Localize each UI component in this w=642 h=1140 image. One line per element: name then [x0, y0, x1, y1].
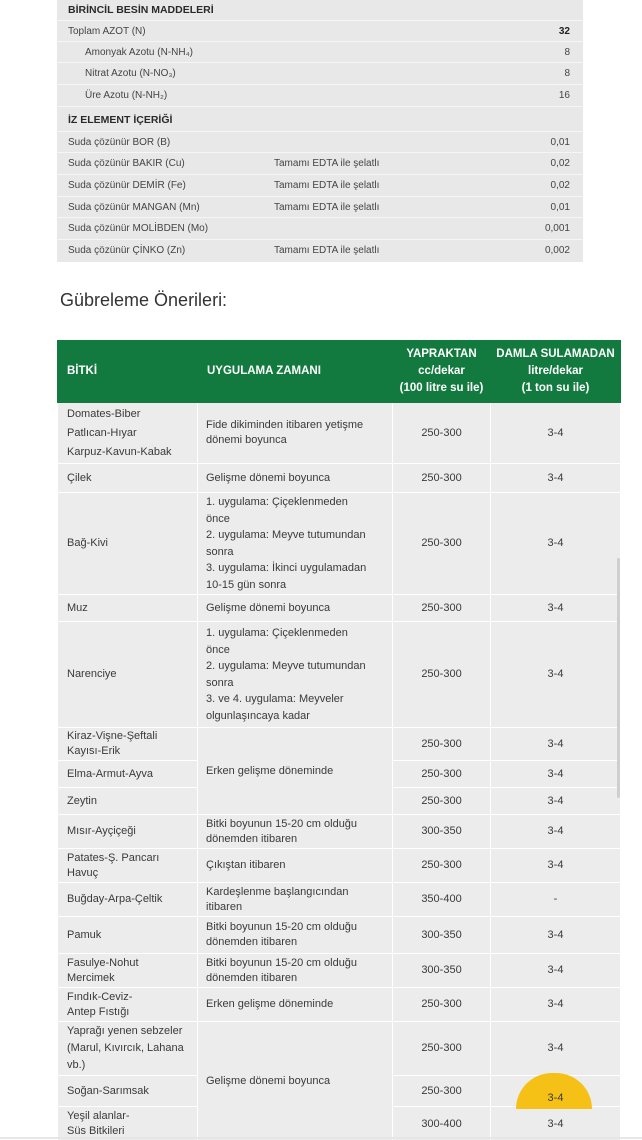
header-drip-unit: litre/dekar: [528, 365, 583, 377]
trace-label: Suda çözünür MOLİBDEN (Mo): [68, 223, 209, 234]
drip-dose: 3-4: [491, 954, 621, 988]
nutrient-label: Nitrat Azotu (N-NO₃): [85, 68, 176, 79]
crop-row: [58, 493, 621, 595]
foliar-dose: 250-300: [393, 1076, 491, 1107]
trace-elements-heading: İZ ELEMENT İÇERİĞİ: [68, 114, 173, 126]
drip-dose: 3-4: [491, 622, 621, 728]
header-drip-note: (1 ton su ile): [521, 382, 590, 394]
crop-row: [58, 954, 621, 988]
foliar-dose: 250-300: [393, 728, 491, 761]
application-timing: Erken gelişme döneminde: [198, 988, 393, 1022]
application-timing: Kardeşlenme başlangıcından itibaren: [198, 883, 393, 917]
crop-name: Narenciye: [58, 622, 198, 728]
trace-row: [57, 197, 583, 218]
trace-row: [57, 175, 583, 197]
trace-value: 0,002: [544, 245, 570, 256]
crop-name: Patates-Ş. Pancarı Havuç: [58, 849, 198, 883]
nutrient-row: [57, 63, 583, 85]
drip-dose: 3-4: [491, 595, 621, 622]
application-timing: Bitki boyunun 15-20 cm olduğu dönemden itibaren: [198, 954, 393, 988]
foliar-dose: 250-300: [393, 1022, 491, 1076]
trace-note: Tamamı EDTA ile şelatlı: [274, 245, 380, 256]
foliar-dose: 250-300: [393, 464, 491, 493]
trace-value: 0,02: [550, 180, 570, 191]
crop-row: [58, 883, 621, 917]
trace-label: Suda çözünür DEMİR (Fe): [68, 180, 186, 191]
application-timing: Gelişme dönemi boyunca: [198, 595, 393, 622]
application-timing: Gelişme dönemi boyunca: [198, 464, 393, 493]
trace-value: 0,01: [550, 202, 570, 213]
trace-value: 0,02: [550, 158, 570, 169]
drip-dose-value: 3-4: [547, 1092, 564, 1104]
trace-label: Suda çözünür BOR (B): [68, 137, 171, 148]
application-timing: Bitki boyunun 15-20 cm olduğu dönemden itibaren: [198, 917, 393, 954]
crop-row: [58, 1022, 621, 1076]
crop-row: [58, 728, 621, 761]
trace-row: [57, 218, 583, 240]
crop-row: [58, 849, 621, 883]
drip-dose: 3-4: [491, 464, 621, 493]
drip-dose: 3-4: [491, 988, 621, 1022]
header-drip: [491, 341, 621, 403]
nutrient-label: Üre Azotu (N-NH₂): [85, 90, 168, 101]
crop-name: Buğday-Arpa-Çeltik: [58, 883, 198, 917]
trace-note: Tamamı EDTA ile şelatlı: [274, 202, 380, 213]
application-timing: Fide dikiminden itibaren yetişme dönemi boyunca: [198, 403, 393, 464]
foliar-dose: 250-300: [393, 761, 491, 788]
trace-row: [57, 153, 583, 175]
header-drip-title: DAMLA SULAMADAN: [496, 348, 615, 360]
primary-nutrients-heading: BİRİNCİL BESİN MADDELERİ: [68, 4, 214, 16]
trace-label: Suda çözünür ÇİNKO (Zn): [68, 245, 186, 256]
crop-row: [58, 622, 621, 728]
header-foliar: [393, 341, 491, 403]
application-timing: Çıkıştan itibaren: [198, 849, 393, 883]
crop-name: Zeytin: [58, 788, 198, 815]
crop-row: [58, 815, 621, 849]
crop-name: Bağ-Kivi: [58, 493, 198, 595]
foliar-dose: 250-300: [393, 849, 491, 883]
crop-name: Domates-Biber Patlıcan-Hıyar Karpuz-Kavun-Kabak: [58, 403, 198, 464]
drip-dose: 3-4: [491, 1022, 621, 1076]
trace-value: 0,01: [550, 137, 570, 148]
crop-name: Pamuk: [58, 917, 198, 954]
foliar-dose: 250-300: [393, 788, 491, 815]
section-title: Gübreleme Önerileri:: [60, 290, 228, 310]
crop-name: Soğan-Sarımsak: [58, 1076, 198, 1107]
foliar-dose: 250-300: [393, 403, 491, 464]
drip-dose: 3-4: [491, 493, 621, 595]
foliar-dose: 250-300: [393, 622, 491, 728]
nutrient-label: Amonyak Azotu (N-NH₄): [85, 47, 193, 58]
nutrient-value: 8: [564, 68, 570, 79]
nutrient-value: 16: [558, 90, 570, 101]
nutrient-value: 8: [564, 47, 570, 58]
drip-dose: 3-4: [491, 849, 621, 883]
crop-name: Muz: [58, 595, 198, 622]
crop-name: Yaprağı yenen sebzeler (Marul, Kıvırcık, Lahana vb.): [58, 1022, 198, 1076]
table-header-row: [58, 341, 621, 403]
drip-dose: 3-4: [491, 917, 621, 954]
trace-row: [57, 132, 583, 153]
header-foliar-unit: cc/dekar: [418, 365, 465, 377]
drip-dose: -: [491, 883, 621, 917]
drip-dose: 3-4: [491, 815, 621, 849]
crop-row: [58, 988, 621, 1022]
nutrient-content-table: [57, 0, 583, 262]
crop-name: Fındık-Ceviz- Antep Fıstığı: [58, 988, 198, 1022]
foliar-dose: 300-350: [393, 954, 491, 988]
foliar-dose: 300-400: [393, 1107, 491, 1140]
trace-value: 0,001: [544, 223, 570, 234]
crop-name: Elma-Armut-Ayva: [58, 761, 198, 788]
application-timing: Erken gelişme döneminde: [198, 728, 393, 815]
crop-row: [58, 917, 621, 954]
trace-label: Suda çözünür MANGAN (Mn): [68, 202, 200, 213]
nutrient-row: [57, 85, 583, 107]
nutrient-value: 32: [558, 26, 570, 37]
trace-note: Tamamı EDTA ile şelatlı: [274, 158, 380, 169]
header-timing: UYGULAMA ZAMANI: [198, 341, 393, 403]
bottom-divider: [0, 1137, 642, 1139]
trace-label: Suda çözünür BAKIR (Cu): [68, 158, 185, 169]
application-timing: Gelişme dönemi boyunca: [198, 1022, 393, 1140]
crop-name: Yeşil alanlar- Süs Bitkileri: [58, 1107, 198, 1140]
scrollbar-thumb[interactable]: [617, 558, 620, 798]
foliar-dose: 250-300: [393, 595, 491, 622]
nutrient-label: Toplam AZOT (N): [68, 26, 146, 37]
foliar-dose: 350-400: [393, 883, 491, 917]
application-timing: Bitki boyunun 15-20 cm olduğu dönemden itibaren: [198, 815, 393, 849]
primary-nutrients-heading-row: [57, 0, 583, 21]
drip-dose: 3-4: [491, 403, 621, 464]
nutrient-row: [57, 42, 583, 63]
crop-name: Fasulye-Nohut Mercimek: [58, 954, 198, 988]
header-foliar-note: (100 litre su ile): [399, 382, 484, 394]
trace-row: [57, 240, 583, 262]
header-foliar-title: YAPRAKTAN: [406, 348, 477, 360]
header-plant: BİTKİ: [58, 341, 198, 403]
foliar-dose: 250-300: [393, 493, 491, 595]
foliar-dose: 250-300: [393, 988, 491, 1022]
trace-elements-heading-row: [57, 107, 583, 132]
application-timing: 1. uygulama: Çiçeklenmeden önce 2. uygulama: Meyve tutumundan sonra 3. uygulama: İkinci uygulamadan 10-15 gün sonra: [198, 493, 393, 595]
crop-name: Kiraz-Vişne-Şeftali Kayısı-Erik: [58, 728, 198, 761]
application-timing: 1. uygulama: Çiçeklenmeden önce 2. uygulama: Meyve tutumundan sonra 3. ve 4. uygulama: Meyveler olgunlaşıncaya kadar: [198, 622, 393, 728]
crop-row: [58, 464, 621, 493]
nutrient-row: [57, 21, 583, 42]
trace-note: Tamamı EDTA ile şelatlı: [274, 180, 380, 191]
drip-dose: 3-4: [491, 761, 621, 788]
foliar-dose: 300-350: [393, 917, 491, 954]
crop-row: [58, 595, 621, 622]
crop-row: [58, 403, 621, 464]
drip-dose: 3-4: [491, 728, 621, 761]
drip-dose: 3-4: [491, 1107, 621, 1140]
crop-name: Çilek: [58, 464, 198, 493]
crop-name: Mısır-Ayçiçeği: [58, 815, 198, 849]
recommendation-table: [57, 340, 621, 1140]
foliar-dose: 300-350: [393, 815, 491, 849]
drip-dose: 3-4: [491, 788, 621, 815]
